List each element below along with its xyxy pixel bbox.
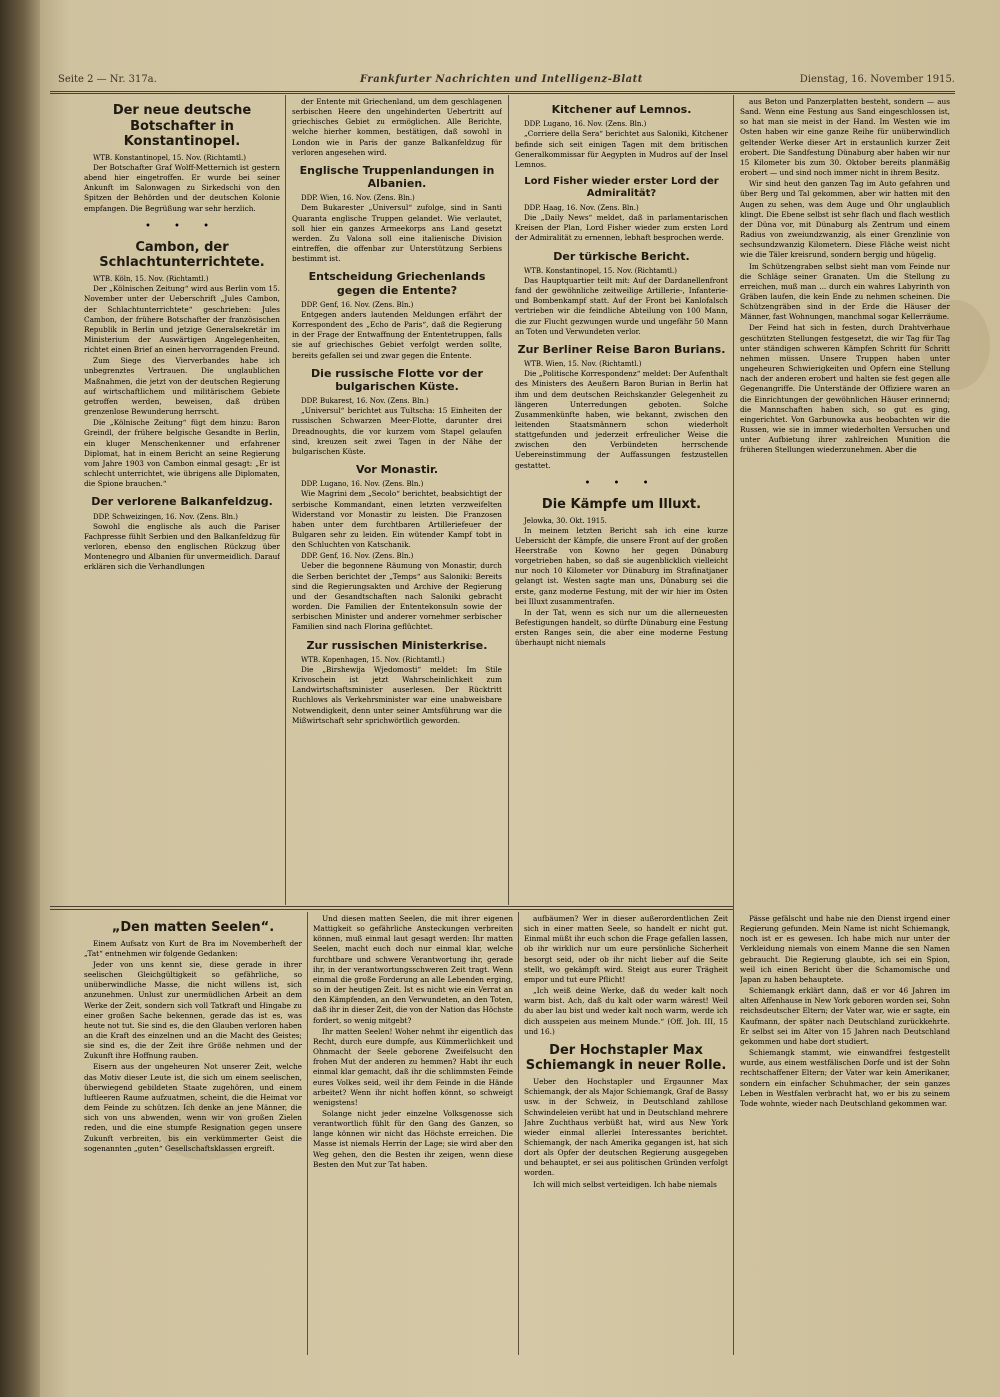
paragraph: Die „Daily News“ meldet, daß in parlamentarischen Kreisen der Plan, Lord Fisher wieder zum ersten Lord der Admiralität zu ernennen, lebhaft besprochen werde. [515, 213, 728, 243]
paragraph: Entgegen anders lautenden Meldungen erfährt der Korrespondent des „Echo de Paris“, daß die Regierung in der Frage der Entwaffnung der Ententetruppen, falls sie auf griechisches Gebiet verfolgt werden sollte, bereits gefallen sei und zwar gegen die Entente. [292, 309, 502, 360]
headline: Der türkische Bericht. [553, 249, 690, 263]
paragraph: Ich will mich selbst verteidigen. Ich habe niemals [533, 1179, 717, 1189]
section-separator: • • • [144, 220, 220, 232]
headline: Lord Fisher wieder erster Lord der Admiralität? [524, 175, 719, 199]
column-4 [740, 97, 950, 907]
headline: Entscheidung Griechenlands gegen die Entente? [308, 270, 486, 297]
paragraph: Schiemangk erklärt dann, daß er vor 46 Jahren im alten Affenhause in New York geboren worden sei, Sohn reichsdeutscher Eltern; der Vater war, wie er sagte, ein Kaufmann, der später nach Deutschland zurückkehrte. Er selbst sei im Alter von 15 Jahren nach Deutschland gekommen und habe dort studiert. [740, 986, 950, 1046]
headline: Die Kämpfe um Illuxt. [541, 496, 702, 512]
page-number: Seite 2 — Nr. 317a. [58, 74, 157, 85]
section-separator: • • • [584, 477, 659, 489]
dateline: DDP. Haag, 16. Nov. (Zens. Bln.) [524, 203, 639, 212]
dateline: WTB. Konstantinopel, 15. Nov. (Richtamtl.) [524, 266, 677, 275]
paragraph: „Universul“ berichtet aus Tultscha: 15 Einheiten der russischen Schwarzen Meer-Flotte, darunter drei Dreadnoughts, die vor kurzem vom Stapel gelaufen sind, kreuzen seit zwei Tagen in der Nähe der bulgarischen Küste. [292, 406, 502, 456]
paragraph: Die „Birshewija Wjedomosti“ meldet: Im Stile Krivoschein ist jetzt Wahrscheinlichkeit zum Landwirtschaftsminister auserlesen. Der Rücktritt Ruchlows als Verkehrsminister war eine unabweisbare Notwendigkeit, denn unter seiner Amtsführung war die Mißwirtschaft sehr sprichwörtlich geworden. [292, 664, 502, 725]
paragraph: In der Tat, wenn es sich nur um die allerneuesten Befestigungen handelt, so dürfte Dünaburg eine Festung ersten Ranges sein, die aber eine moderne Festung überhaupt nicht niemals [515, 607, 728, 648]
paragraph: Dem Bukarester „Universul“ zufolge, sind in Santi Quaranta englische Truppen gelandet. Wie verlautet, soll hier ein ganzes Armeekorps ans Land gesetzt werden. Zu Valona soll eine italienische Division eintreffen, die offenbar zur Unterstützung Serbiens bestimmt ist. [292, 203, 502, 264]
paragraph: aufbäumen? Wer in dieser außerordentlichen Zeit sich in einer matten Seele, so handelt er nicht gut. Einmal müßt ihr euch schon die Frage gefallen lassen, ob ihr wirklich nur um eure persönliche Sicherheit besorgt seid, oder ob ihr nicht lieber auf die Seite stellt, wo gekämpft wird. Steigt aus eurer Trägheit empor und tut eure Pflicht! [524, 914, 728, 984]
paragraph: Einem Aufsatz von Kurt de Bra im Novemberheft der „Tat“ entnehmen wir folgende Gedanken: [84, 938, 302, 958]
paragraph: Und diesen matten Seelen, die mit ihrer eigenen Mattigkeit so gefährliche Ansteckungen verbreiten können, muß einmal laut gesagt werden: Ihr matten Seelen, macht euch doch nur einmal klar, welche furchtbare und schwere Verantwortung ihr, gerade ihr, in der verantwortungsschweren Zeit tragt. Wenn einmal die große Forderung an alle Lebenden erging, so in der heutigen Zeit. Ist es nicht wie ein Verrat an den Kämpfenden, an den Verwundeten, an den Toten, daß ihr in dieser Zeit, die von der Nation das Höchste fordert, so wenig mitgebt? [313, 914, 513, 1025]
headline: Der neue deutsche Botschafter in Konstantinopel. [112, 103, 252, 150]
dateline: WTB. Kopenhagen, 15. Nov. (Richtamtl.) [301, 655, 445, 664]
headline: Der verlorene Balkanfeldzug. [91, 495, 273, 509]
headline: Vor Monastir. [355, 463, 439, 477]
paragraph: „Corriere della Sera“ berichtet aus Saloniki, Kitchener befinde sich seit einigen Tagen mit dem britischen Generalkommissar für Aegypten in Mudros auf der Insel Lemnos. [515, 129, 728, 169]
issue-date: Dienstag, 16. November 1915. [799, 74, 955, 85]
feuilleton-column-4 [740, 914, 950, 1354]
column-divider [518, 912, 519, 1355]
headline: Kitchener auf Lemnos. [551, 103, 692, 116]
paragraph: Ueber den Hochstapler und Ergaunner Max Schiemangk, der als Major Schiemangk, Graf de Bassy usw. in der Schweiz, in Deutschland zahllose Schwindeleien verübt hat und in Deutschland mehrere Jahre Zuchthaus verbüßt hat, wird aus New York wieder einmal allerlei Interessantes berichtet. Schiemangk, der nach Amerika gegangen ist, hat sich dort als Opfer der deutschen Regierung ausgegeben und behauptet, er sei aus politischen Gründen verfolgt worden. [524, 1077, 728, 1178]
column-2 [292, 97, 502, 902]
dateline: WTB. Köln, 15. Nov. (Richtamtl.) [93, 275, 209, 284]
feuilleton-column-1 [84, 914, 302, 1354]
paragraph: Im Schützengraben selbst sieht man vom Feinde nur die Schläge seiner Granaten. Um die Stellung zu erreichen, muß man ... durch ein wahres Labyrinth von Gräben laufen, die kein Ende zu nehmen scheinen. Die Schützengräben sind in der Erde die Häuser der Männer, fast Wohnungen, manchmal sogar Kellerräume. [740, 261, 950, 322]
paragraph: Schiemangk stammt, wie einwandfrei festgestellt wurde, aus einem westfälischen Dorfe und ist der Sohn rechtschaffener Eltern; der Vater war kein Amerikaner, sondern ein einfacher Schuhmacher, der sein ganzes Leben in Westfalen verbracht hat, wo er bis zu seinem Tode wohnte, wieder nach Deutschland gekommen war. [740, 1048, 950, 1108]
dateline: Jelowka, 30. Okt. 1915. [524, 516, 607, 525]
column-divider [508, 95, 509, 905]
column-1 [84, 97, 280, 902]
paragraph: Jeder von uns kennt sie, diese gerade in ihrer seelischen Gleichgültigkeit so gefährliche, so unüberwindliche Masse, die nicht willens ist, sich anzunehmen. Unlust zur unermüdlichen Arbeit an dem Werke der Zeit, sondern sich voll Tatkraft und Hingabe zu einer großen Sache bekennen, gerade das ist es, was heute not tut. Sie sind es, die den Glauben verloren haben an die Kraft des einzelnen und an die Macht des Geistes; sie sind es, die der Zeit ihre Größe nehmen und der Zukunft ihre Hoffnung rauben. [84, 959, 302, 1061]
page-gutter [0, 0, 40, 1397]
column-divider [307, 912, 308, 1355]
header-rule [50, 93, 955, 94]
headline: Englische Truppenlandungen in Albanien. [299, 163, 495, 191]
headline: Zur Berliner Reise Baron Burians. [517, 342, 726, 356]
paragraph: Die „Kölnische Zeitung“ fügt dem hinzu: Baron Greindl, der frühere belgische Gesandte in Berlin, ein kluger Menschenkenner und erfahrener Diplomat, hat in einem Bericht an seine Regierung vom Jahre 1903 von Cambon einmal gesagt: „Er ist schlecht unterrichtet, wie übrigens alle Diplomaten, die Spione brauchen.“ [84, 418, 280, 489]
headline: Cambon, der Schlachtunterrichtete. [99, 239, 265, 271]
paragraph: Ihr matten Seelen! Woher nehmt ihr eigentlich das Recht, durch eure dumpfe, aus Kümmerlichkeit und Ohnmacht der Seele geborene Zweifelsucht den frohen Mut der anderen zu hemmen? Habt ihr euch einmal klar gemacht, daß ihr die schlimmsten Feinde eures Volkes seid, weil ihr dem Feinde in die Hände arbeitet? Wenn ihr nicht hoffen könnt, so schweigt wenigstens! [313, 1026, 513, 1107]
feuilleton-column-3 [524, 914, 728, 1354]
paragraph: „Ich weiß deine Werke, daß du weder kalt noch warm bist. Ach, daß du kalt oder warm wärest! Weil du aber lau bist und weder kalt noch warm, werde ich dich ausspeien aus meinem Munde.“ (Off. Joh. III, 15 und 16.) [524, 986, 728, 1036]
paragraph: Die „Politische Korrespondenz“ meldet: Der Aufenthalt des Ministers des Aeußern Baron Burian in Berlin hat ihm und dem deutschen Reichskanzler Gelegenheit zu längeren Unterredungen geboten. Solche Zusammenkünfte haben, wie bekannt, zwischen den leitenden Staatsmännern schon wiederholt stattgefunden und jederzeit erfreulicher Weise die zwischen den Verbündeten herrschende Uebereinstimmung der Auffassungen festzustellen gestattet. [515, 369, 728, 470]
paragraph: Wir sind heut den ganzen Tag im Auto gefahren und über Berg und Tal gekommen, aber wir hatten mit den Augen zu sehen, was dem Auge und Ohr unglaublich klingt. Die Ebene selbst ist sehr flach und flach westlich der Düna vor, mit Dünaburg als Zentrum und einem Radius von zweiundzwanzig, als einer Grenzlinie von sechsundzwanzig Kilometern. Diese Fläche weist nicht wie die Täler kreisrund, sondern bergig und hügelig. [740, 179, 950, 260]
feuilleton-title: „Den matten Seelen“. [111, 920, 275, 935]
feuilleton-column-2 [313, 914, 513, 1354]
masthead: Frankfurter Nachrichten und Intelligenz-Blatt [360, 74, 643, 85]
headline: Zur russischen Ministerkrise. [306, 638, 488, 652]
header-rule [50, 91, 955, 92]
paragraph: der Entente mit Griechenland, um dem geschlagenen serbischen Heere den ungehinderten Uebertritt auf griechisches Gebiet zu ermöglichen. Alle Berichte, welche hierher kommen, bestätigen, daß sowohl in London wie in Paris der ganze Balkanfeldzug für verloren angesehen wird. [292, 97, 502, 157]
dateline: DDP. Schweizingen, 16. Nov. (Zens. Bln.) [93, 512, 238, 521]
paragraph: Sowohl die englische als auch die Pariser Fachpresse fühlt Serbien und den Balkanfeldzug für verloren, ebenso den englischen Rückzug über Montenegro und Albanien für unvermeidlich. Darauf erklären sich die Verhandlungen [84, 521, 280, 572]
paragraph: Wie Magrini dem „Secolo“ berichtet, beabsichtigt der serbische Kommandant, einen letzten verzweifelten Widerstand vor Monastir zu leisten. Die Franzosen haben unter dem furchtbaren Artilleriefeuer der Bulgaren sehr zu leiden. Ein wütender Kampf tobt in den Schluchten von Katschanik. [292, 489, 502, 550]
column-3 [515, 97, 728, 902]
dateline: DDP. Lugano, 16. Nov. (Zens. Bln.) [524, 120, 647, 129]
paragraph: Der „Kölnischen Zeitung“ wird aus Berlin vom 15. November unter der Ueberschrift „Jules Cambon, der Schlachtunterrichtete“ geschrieben: Jules Cambon, der frühere Botschafter der französischen Republik in Berlin und jetzige Generalsekretär im Ministerium der Auswärtigen Angelegenheiten, richtet einen Brief an einen hervorragenden Freund. [84, 284, 280, 355]
paragraph: Ueber die begonnene Räumung von Monastir, durch die Serben berichtet der „Temps“ aus Saloniki: Bereits sind die Regierungsakten und Archive der Regierung und der Gesandtschaften nach Saloniki gebracht worden. Die Familien der Ententekonsuln sowie der serbischen Minister und anderer vornehmer serbischer Familien sind nach Florina geflüchtet. [292, 561, 502, 632]
paragraph: Pässe gefälscht und habe nie den Dienst irgend einer Regierung gefunden. Mein Name ist nicht Schiemangk, noch ist er es gewesen. Ich habe mich nur unter der Verkleidung niemals von einem Manne die sen Namen gebraucht. Die Regierung glaubte, ich sei ein Spion, weil ich einen Bericht über die Schamomische und Japan zu haben behauptete. [740, 914, 950, 984]
paragraph: Das Hauptquartier teilt mit: Auf der Dardanellenfront fand der gewöhnliche zeitweilige Artillerie-, Infanterie- und Bombenkampf statt. Auf der Front bei Kanlofalsch vertrieben wir die feindliche Abteilung von 100 Mann, die zur Flucht gezwungen wurde und ungefähr 50 Mann an Toten und Verwundeten verlor. [515, 275, 728, 336]
column-divider [285, 95, 286, 905]
paragraph: Solange nicht jeder einzelne Volksgenosse sich verantwortlich fühlt für den Gang des Ganzen, so lange können wir nicht das Höchste erreichen. Die Masse ist niemals Herrin der Lage; sie wird aber den Weg gehen, den die Besten ihr zeigen, wenn diese Besten den Mut zur Tat haben. [313, 1108, 513, 1169]
dateline: DDP. Bukarest, 16. Nov. (Zens. Bln.) [301, 397, 429, 406]
paragraph: Eisern aus der ungeheuren Not unserer Zeit, welche das Motiv dieser Leute ist, die sich um einem seelischen, überwiegend gebildeten Staate zugehören, und einem luftleeren Raume aufzuatmen, scheint, die die Heimat vor dem Feinde zu schützen. Ich denke an jene Männer, die sich von uns abwenden, wenn wir von großen Zielen reden, und die eine stumpfe Resignation gegen unsere Zukunft verbreiten, bis ein verkümmerter Geist die sogenannten „guten“ Gesellschaftsklassen ergreift. [84, 1062, 302, 1153]
paragraph: aus Beton und Panzerplatten besteht, sondern — aus Sand. Wenn eine Festung aus Sand eingeschlossen ist, so hat man sie meist in der Hand. Im Westen wie im Osten haben wir eine ganze Reihe für unüberwindlich geltender Werke dieser Art in erstaunlich kurzer Zeit erobert. Die Sandfestung Dünaburg aber haben wir nur 15 Kilometer bis zum 30. Oktober bereits planmäßig erobert — und sind noch immer nicht in ihrem Besitz. [740, 97, 950, 178]
headline: Der Hochstapler Max Schiemangk in neuer Rolle. [525, 1042, 727, 1074]
dateline: DDP. Lugano, 16. Nov. (Zens. Bln.) [301, 480, 424, 489]
paragraph: Der Botschafter Graf Wolff-Metternich ist gestern abend hier eingetroffen. Er wurde bei seiner Ankunft im Salonwagen zu Sirkedschi von den Spitzen der Behörden und der deutschen Kolonie empfangen. Die Begrüßung war sehr herzlich. [84, 162, 280, 213]
dateline: DDP. Wien, 16. Nov. (Zens. Bln.) [301, 194, 415, 203]
dateline: DDP. Genf, 16. Nov. (Zens. Bln.) [301, 300, 414, 309]
column-divider [733, 95, 734, 1355]
dateline: WTB. Konstantinopel, 15. Nov. (Richtamtl.) [93, 153, 246, 162]
paragraph: Der Feind hat sich in festen, durch Drahtverhaue geschützten Stellungen festgesetzt, die wir Tag für Tag unter ständigen schweren Kämpfen Schritt für Schritt nehmen müssen. Unsere Truppen haben unter ungeheuren Schwierigkeiten und Opfern eine Stellung nach der anderen erobert und halten sie fest gegen alle Gegenangriffe. Die Unterstände der Offiziere waren an die Einrichtungen der gewöhnlichen Häuser erinnernd; die Mannschaften haben sich, so gut es ging, eingerichtet. Von Garbunowka aus beobachten wir die Russen, wie sie in immer wiederholten Versuchen und unter Aufbietung ihrer zahlreichen Munition die früheren Stellungen wiederzunehmen. Aber die [740, 323, 950, 455]
paragraph: Zum Siege des Vierverbandes habe ich unbegrenztes Vertrauen. Die unglaublichen Maßnahmen, die jetzt von der deutschen Regierung auf wirtschaftlichem und militärischem Gebiete getroffen werden, beweisen, daß drüben grenzenlose Bewunderung herrscht. [84, 356, 280, 417]
section-rule [50, 909, 733, 910]
dateline: WTB. Wien, 15. Nov. (Richtamtl.) [524, 360, 642, 369]
headline: Die russische Flotte vor der bulgarischen Küste. [311, 366, 483, 393]
dateline: DDP. Genf, 16. Nov. (Zens. Bln.) [301, 552, 414, 561]
section-rule [50, 906, 733, 907]
paragraph: In meinem letzten Bericht sah ich eine kurze Uebersicht der Kämpfe, die unsere Front auf der großen Heerstraße von Kowno her gegen Dünaburg vorgetrieben haben, so daß sie augenblicklich vielleicht nur noch 10 Kilometer vor Dünaburg im Strafinatjaner gelangt ist. Westen sagte man uns, Dünaburg sei die erste, ganz moderne Festung, mit der wir hier im Osten bei Illuxt zusammentrafen. [515, 525, 728, 606]
page-header [50, 72, 955, 90]
